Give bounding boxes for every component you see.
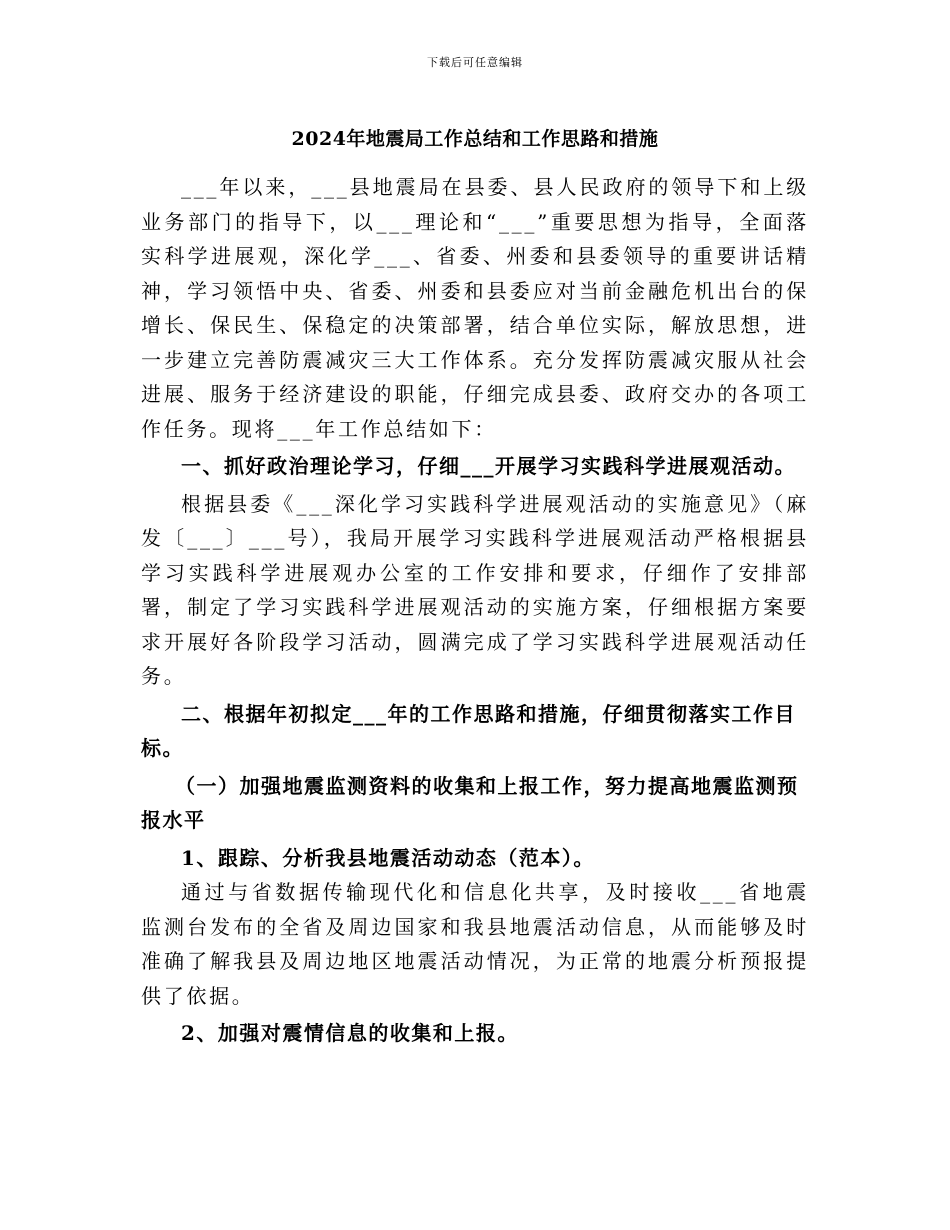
paragraph-study-practice: 根据县委《___深化学习实践科学进展观活动的实施意见》（麻发〔___〕___号），我局开展学习实践科学进展观活动严格根据县学习实践科学进展观办公室的工作安排和要求，仔细作了安排部署，制定了学习实践科学进展观活动的实施方案，仔细根据方案要求开展好各阶段学习活动，圆满完成了学习实践科学进展观活动任务。: [141, 491, 809, 688]
paragraph-intro: ___年以来，___县地震局在县委、县人民政府的领导下和上级业务部门的指导下，以___理论和“___”重要思想为指导，全面落实科学进展观，深化学___、省委、州委和县委领导的重要讲话精神，学习领悟中央、省委、州委和县委应对当前金融危机出台的保增长、保民生、保稳定的决策部署，结合单位实际，解放思想，进一步建立完善防震减灾三大工作体系。充分发挥防震减灾服从社会进展、服务于经济建设的职能，仔细完成县委、政府交办的各项工作任务。现将___年工作总结如下：: [141, 175, 809, 441]
document-title: 2024年地震局工作总结和工作思路和措施: [291, 128, 659, 150]
item-heading-2: 2、加强对震情信息的收集和上报。: [181, 1021, 519, 1045]
section-heading-1: 一、抓好政治理论学习，仔细___开展学习实践科学进展观活动。: [181, 454, 796, 478]
subsection-heading-2-1: （一）加强地震监测资料的收集和上报工作，努力提高地震监测预报水平: [141, 773, 799, 832]
paragraph-monitoring: 通过与省数据传输现代化和信息化共享，及时接收___省地震监测台发布的全省及周边国家和我县地震活动信息，从而能够及时准确了解我县及周边地区地震活动情况，为正常的地震分析预报提供了依据。: [141, 880, 809, 1008]
document-body: [141, 170, 809, 1051]
item-heading-1: 1、跟踪、分析我县地震活动动态（范本）。: [181, 845, 595, 870]
header-note: 下载后可任意编辑: [427, 56, 523, 69]
section-heading-2: 二、根据年初拟定___年的工作思路和措施，仔细贯彻落实工作目标。: [141, 701, 796, 760]
